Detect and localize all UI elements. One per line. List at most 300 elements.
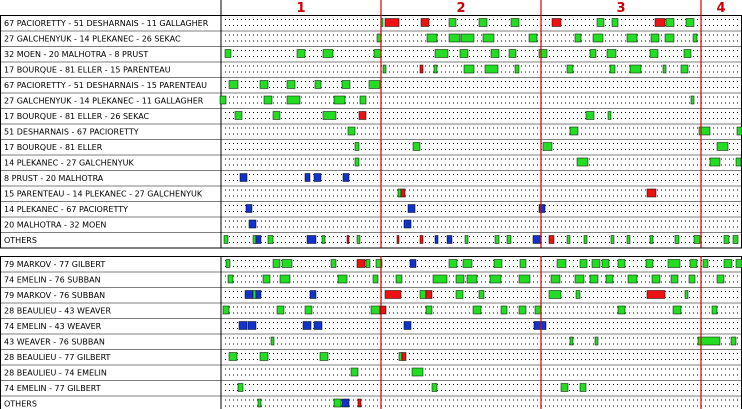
grid-dot bbox=[485, 97, 486, 98]
grid-dot bbox=[437, 313, 438, 314]
grid-dot bbox=[469, 159, 470, 160]
grid-dot bbox=[573, 112, 574, 113]
grid-dot bbox=[225, 25, 226, 26]
grid-dot bbox=[449, 72, 450, 73]
grid-dot bbox=[389, 242, 390, 243]
grid-dot bbox=[449, 313, 450, 314]
grid-dot bbox=[241, 276, 242, 277]
grid-dot bbox=[517, 236, 518, 237]
grid-dot bbox=[629, 56, 630, 57]
grid-dot bbox=[317, 112, 318, 113]
grid-dot bbox=[521, 149, 522, 150]
grid-dot bbox=[721, 103, 722, 104]
grid-dot bbox=[393, 56, 394, 57]
grid-dot bbox=[697, 297, 698, 298]
grid-dot bbox=[549, 56, 550, 57]
grid-dot bbox=[245, 81, 246, 82]
grid-dot bbox=[677, 227, 678, 228]
shift-bar bbox=[331, 260, 336, 268]
grid-dot bbox=[629, 196, 630, 197]
line-label: 17 BOURQUE - 81 ELLER - 26 SEKAC bbox=[4, 111, 150, 121]
grid-dot bbox=[329, 66, 330, 67]
grid-dot bbox=[321, 103, 322, 104]
grid-dot bbox=[681, 128, 682, 129]
grid-dot bbox=[713, 242, 714, 243]
line-label: 27 GALCHENYUK - 14 PLEKANEC - 11 GALLAGHER bbox=[4, 96, 204, 106]
grid-dot bbox=[437, 190, 438, 191]
grid-dot bbox=[337, 266, 338, 267]
grid-dot bbox=[509, 149, 510, 150]
grid-dot bbox=[613, 81, 614, 82]
grid-dot bbox=[393, 97, 394, 98]
grid-dot bbox=[393, 72, 394, 73]
grid-dot bbox=[509, 41, 510, 42]
shift-bar bbox=[447, 236, 452, 244]
grid-dot bbox=[321, 266, 322, 267]
grid-dot bbox=[729, 291, 730, 292]
grid-dot bbox=[577, 205, 578, 206]
grid-dot bbox=[425, 159, 426, 160]
grid-dot bbox=[717, 297, 718, 298]
grid-dot bbox=[609, 242, 610, 243]
shift-bar bbox=[650, 236, 653, 244]
grid-dot bbox=[653, 174, 654, 175]
grid-dot bbox=[513, 221, 514, 222]
grid-dot bbox=[353, 297, 354, 298]
grid-dot bbox=[385, 50, 386, 51]
grid-dot bbox=[565, 282, 566, 283]
grid-dot bbox=[481, 103, 482, 104]
grid-dot bbox=[677, 143, 678, 144]
grid-dot bbox=[237, 227, 238, 228]
grid-dot bbox=[437, 180, 438, 181]
grid-dot bbox=[513, 159, 514, 160]
grid-dot bbox=[281, 66, 282, 67]
grid-dot bbox=[421, 307, 422, 308]
grid-dot bbox=[665, 266, 666, 267]
grid-dot bbox=[409, 196, 410, 197]
grid-dot bbox=[325, 227, 326, 228]
grid-dot bbox=[705, 87, 706, 88]
grid-dot bbox=[257, 276, 258, 277]
grid-dot bbox=[533, 180, 534, 181]
grid-dot bbox=[449, 165, 450, 166]
grid-dot bbox=[725, 211, 726, 212]
grid-dot bbox=[621, 282, 622, 283]
grid-dot bbox=[725, 134, 726, 135]
grid-dot bbox=[657, 211, 658, 212]
grid-dot bbox=[537, 25, 538, 26]
grid-dot bbox=[525, 87, 526, 88]
grid-dot bbox=[265, 134, 266, 135]
grid-dot bbox=[625, 56, 626, 57]
shift-bar bbox=[465, 236, 468, 244]
grid-dot bbox=[517, 81, 518, 82]
grid-dot bbox=[333, 236, 334, 237]
shift-bar bbox=[539, 205, 545, 213]
grid-dot bbox=[605, 149, 606, 150]
grid-dot bbox=[493, 128, 494, 129]
shift-bar bbox=[519, 275, 530, 283]
grid-dot bbox=[669, 66, 670, 67]
shift-bar bbox=[666, 19, 674, 27]
grid-dot bbox=[237, 282, 238, 283]
grid-dot bbox=[273, 41, 274, 42]
grid-dot bbox=[561, 112, 562, 113]
grid-dot bbox=[289, 56, 290, 57]
grid-dot bbox=[437, 149, 438, 150]
grid-dot bbox=[413, 297, 414, 298]
grid-dot bbox=[617, 205, 618, 206]
grid-dot bbox=[265, 50, 266, 51]
grid-dot bbox=[557, 97, 558, 98]
grid-dot bbox=[465, 128, 466, 129]
shift-bar bbox=[606, 275, 613, 283]
grid-dot bbox=[569, 227, 570, 228]
grid-dot bbox=[517, 174, 518, 175]
grid-dot bbox=[581, 143, 582, 144]
grid-dot bbox=[453, 236, 454, 237]
grid-dot bbox=[369, 196, 370, 197]
shift-bar bbox=[253, 236, 256, 244]
grid-dot bbox=[309, 211, 310, 212]
grid-dot bbox=[705, 41, 706, 42]
grid-dot bbox=[369, 174, 370, 175]
grid-dot bbox=[729, 174, 730, 175]
grid-dot bbox=[245, 276, 246, 277]
grid-dot bbox=[693, 118, 694, 119]
grid-dot bbox=[329, 196, 330, 197]
grid-dot bbox=[421, 205, 422, 206]
grid-dot bbox=[537, 297, 538, 298]
grid-dot bbox=[417, 227, 418, 228]
grid-dot bbox=[417, 56, 418, 57]
shift-bar bbox=[307, 236, 316, 244]
grid-dot bbox=[477, 19, 478, 20]
grid-dot bbox=[425, 260, 426, 261]
grid-dot bbox=[241, 72, 242, 73]
grid-dot bbox=[589, 19, 590, 20]
grid-dot bbox=[545, 134, 546, 135]
grid-dot bbox=[669, 236, 670, 237]
grid-dot bbox=[529, 97, 530, 98]
grid-dot bbox=[577, 149, 578, 150]
grid-dot bbox=[481, 205, 482, 206]
grid-dot bbox=[421, 50, 422, 51]
grid-dot bbox=[693, 174, 694, 175]
grid-dot bbox=[421, 227, 422, 228]
grid-dot bbox=[441, 118, 442, 119]
grid-dot bbox=[525, 56, 526, 57]
grid-dot bbox=[417, 128, 418, 129]
grid-dot bbox=[641, 50, 642, 51]
grid-dot bbox=[353, 260, 354, 261]
grid-dot bbox=[649, 72, 650, 73]
grid-dot bbox=[409, 313, 410, 314]
grid-dot bbox=[353, 211, 354, 212]
grid-dot bbox=[669, 149, 670, 150]
grid-dot bbox=[613, 35, 614, 36]
grid-dot bbox=[281, 159, 282, 160]
grid-dot bbox=[453, 81, 454, 82]
grid-dot bbox=[437, 97, 438, 98]
grid-dot bbox=[581, 242, 582, 243]
grid-dot bbox=[717, 221, 718, 222]
grid-dot bbox=[649, 97, 650, 98]
shift-bar bbox=[373, 275, 378, 283]
grid-dot bbox=[509, 112, 510, 113]
grid-dot bbox=[561, 118, 562, 119]
grid-dot bbox=[285, 143, 286, 144]
grid-dot bbox=[689, 180, 690, 181]
grid-dot bbox=[685, 41, 686, 42]
grid-dot bbox=[309, 149, 310, 150]
grid-dot bbox=[633, 134, 634, 135]
grid-dot bbox=[597, 174, 598, 175]
grid-dot bbox=[589, 174, 590, 175]
grid-dot bbox=[373, 19, 374, 20]
grid-dot bbox=[713, 19, 714, 20]
grid-dot bbox=[425, 190, 426, 191]
grid-dot bbox=[533, 19, 534, 20]
grid-dot bbox=[409, 128, 410, 129]
grid-dot bbox=[601, 128, 602, 129]
grid-dot bbox=[621, 149, 622, 150]
grid-dot bbox=[641, 282, 642, 283]
grid-dot bbox=[561, 211, 562, 212]
grid-dot bbox=[597, 149, 598, 150]
grid-dot bbox=[417, 66, 418, 67]
grid-dot bbox=[281, 97, 282, 98]
grid-dot bbox=[673, 112, 674, 113]
grid-dot bbox=[393, 236, 394, 237]
grid-dot bbox=[461, 190, 462, 191]
grid-dot bbox=[489, 227, 490, 228]
grid-dot bbox=[389, 149, 390, 150]
grid-dot bbox=[473, 103, 474, 104]
grid-dot bbox=[625, 50, 626, 51]
grid-dot bbox=[233, 307, 234, 308]
grid-dot bbox=[661, 211, 662, 212]
grid-dot bbox=[337, 313, 338, 314]
grid-dot bbox=[549, 211, 550, 212]
grid-dot bbox=[525, 66, 526, 67]
grid-dot bbox=[421, 134, 422, 135]
grid-dot bbox=[469, 97, 470, 98]
grid-dot bbox=[737, 282, 738, 283]
grid-dot bbox=[425, 227, 426, 228]
grid-dot bbox=[301, 276, 302, 277]
grid-dot bbox=[509, 196, 510, 197]
grid-dot bbox=[645, 118, 646, 119]
grid-dot bbox=[553, 97, 554, 98]
grid-dot bbox=[609, 227, 610, 228]
grid-dot bbox=[641, 134, 642, 135]
grid-dot bbox=[709, 211, 710, 212]
grid-dot bbox=[497, 87, 498, 88]
grid-dot bbox=[589, 227, 590, 228]
grid-dot bbox=[473, 196, 474, 197]
grid-dot bbox=[713, 291, 714, 292]
grid-dot bbox=[277, 180, 278, 181]
grid-dot bbox=[485, 227, 486, 228]
grid-dot bbox=[453, 221, 454, 222]
grid-dot bbox=[297, 143, 298, 144]
grid-dot bbox=[401, 227, 402, 228]
grid-dot bbox=[493, 87, 494, 88]
grid-dot bbox=[465, 87, 466, 88]
grid-dot bbox=[333, 25, 334, 26]
grid-dot bbox=[597, 196, 598, 197]
grid-dot bbox=[461, 174, 462, 175]
grid-dot bbox=[553, 112, 554, 113]
grid-dot bbox=[561, 41, 562, 42]
grid-dot bbox=[353, 81, 354, 82]
grid-dot bbox=[513, 236, 514, 237]
grid-dot bbox=[713, 66, 714, 67]
grid-dot bbox=[569, 56, 570, 57]
grid-dot bbox=[481, 159, 482, 160]
grid-dot bbox=[337, 196, 338, 197]
grid-dot bbox=[685, 227, 686, 228]
grid-dot bbox=[629, 134, 630, 135]
grid-dot bbox=[401, 260, 402, 261]
grid-dot bbox=[261, 221, 262, 222]
grid-dot bbox=[597, 180, 598, 181]
grid-dot bbox=[249, 25, 250, 26]
grid-dot bbox=[253, 159, 254, 160]
grid-dot bbox=[293, 66, 294, 67]
shift-bar bbox=[348, 127, 355, 135]
grid-dot bbox=[325, 25, 326, 26]
grid-dot bbox=[685, 242, 686, 243]
grid-dot bbox=[713, 260, 714, 261]
grid-dot bbox=[241, 221, 242, 222]
grid-dot bbox=[697, 50, 698, 51]
grid-dot bbox=[293, 112, 294, 113]
grid-dot bbox=[673, 196, 674, 197]
grid-dot bbox=[581, 25, 582, 26]
grid-dot bbox=[561, 180, 562, 181]
grid-dot bbox=[245, 128, 246, 129]
grid-dot bbox=[721, 196, 722, 197]
grid-dot bbox=[389, 103, 390, 104]
grid-dot bbox=[329, 276, 330, 277]
grid-dot bbox=[545, 174, 546, 175]
shift-bar bbox=[359, 112, 366, 120]
grid-dot bbox=[289, 72, 290, 73]
grid-dot bbox=[229, 297, 230, 298]
grid-dot bbox=[281, 35, 282, 36]
grid-dot bbox=[289, 41, 290, 42]
grid-dot bbox=[365, 56, 366, 57]
grid-dot bbox=[281, 291, 282, 292]
grid-dot bbox=[657, 118, 658, 119]
grid-dot bbox=[461, 165, 462, 166]
shift-bar bbox=[433, 275, 447, 283]
grid-dot bbox=[257, 72, 258, 73]
grid-dot bbox=[301, 143, 302, 144]
grid-dot bbox=[245, 307, 246, 308]
grid-dot bbox=[413, 180, 414, 181]
grid-dot bbox=[617, 41, 618, 42]
grid-dot bbox=[321, 97, 322, 98]
grid-dot bbox=[585, 196, 586, 197]
grid-dot bbox=[361, 236, 362, 237]
grid-dot bbox=[681, 19, 682, 20]
grid-dot bbox=[589, 196, 590, 197]
grid-dot bbox=[393, 211, 394, 212]
grid-dot bbox=[261, 313, 262, 314]
grid-dot bbox=[717, 66, 718, 67]
grid-dot bbox=[349, 266, 350, 267]
grid-dot bbox=[661, 205, 662, 206]
grid-dot bbox=[245, 227, 246, 228]
grid-dot bbox=[445, 41, 446, 42]
grid-dot bbox=[461, 211, 462, 212]
grid-dot bbox=[553, 56, 554, 57]
grid-dot bbox=[717, 103, 718, 104]
grid-dot bbox=[461, 266, 462, 267]
grid-dot bbox=[497, 134, 498, 135]
grid-dot bbox=[365, 190, 366, 191]
grid-dot bbox=[693, 134, 694, 135]
grid-dot bbox=[477, 50, 478, 51]
grid-dot bbox=[337, 87, 338, 88]
shift-bar bbox=[420, 65, 423, 73]
grid-dot bbox=[629, 25, 630, 26]
shift-bar bbox=[434, 65, 437, 73]
grid-dot bbox=[373, 103, 374, 104]
grid-dot bbox=[621, 159, 622, 160]
grid-dot bbox=[345, 196, 346, 197]
grid-dot bbox=[469, 307, 470, 308]
grid-dot bbox=[525, 72, 526, 73]
grid-dot bbox=[433, 50, 434, 51]
grid-dot bbox=[697, 118, 698, 119]
grid-dot bbox=[393, 242, 394, 243]
grid-dot bbox=[285, 236, 286, 237]
grid-dot bbox=[425, 87, 426, 88]
grid-dot bbox=[725, 297, 726, 298]
line-label: 27 GALCHENYUK - 14 PLEKANEC - 26 SEKAC bbox=[4, 34, 181, 44]
grid-dot bbox=[709, 72, 710, 73]
grid-dot bbox=[681, 221, 682, 222]
shift-bar bbox=[690, 260, 697, 268]
grid-dot bbox=[353, 41, 354, 42]
grid-dot bbox=[313, 112, 314, 113]
grid-dot bbox=[493, 97, 494, 98]
grid-dot bbox=[365, 159, 366, 160]
grid-dot bbox=[257, 159, 258, 160]
grid-dot bbox=[641, 118, 642, 119]
grid-dot bbox=[661, 266, 662, 267]
grid-dot bbox=[525, 180, 526, 181]
grid-dot bbox=[581, 196, 582, 197]
grid-dot bbox=[229, 128, 230, 129]
grid-dot bbox=[257, 41, 258, 42]
grid-dot bbox=[349, 50, 350, 51]
grid-dot bbox=[433, 19, 434, 20]
grid-dot bbox=[277, 227, 278, 228]
grid-dot bbox=[409, 291, 410, 292]
grid-dot bbox=[309, 128, 310, 129]
grid-dot bbox=[349, 19, 350, 20]
grid-dot bbox=[409, 180, 410, 181]
grid-dot bbox=[397, 221, 398, 222]
grid-dot bbox=[425, 221, 426, 222]
grid-dot bbox=[249, 50, 250, 51]
